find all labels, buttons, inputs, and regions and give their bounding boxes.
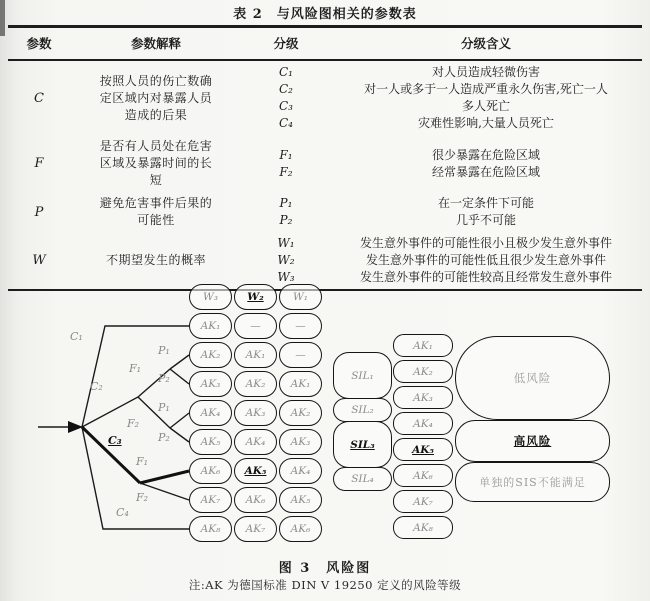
flow-arrow-head [68,421,83,433]
ak-scale-column [393,334,453,539]
grid-cell-selected: AK₅ [234,458,277,484]
tree-label-c3-selected: C₃ [108,434,122,447]
w-column-header-selected: W₂ [234,284,277,310]
grade-meaning: 对人员造成轻微伤害 [431,65,540,79]
grade-meaning: 经常暴露在危险区域 [431,164,540,179]
ak-scale-box: AK₈ [393,516,453,539]
grid-cell: AK₂ [279,400,322,426]
sil-box: SIL₁ [333,352,392,399]
tree-label-p2: P₂ [158,431,170,444]
sil-box: SIL₂ [333,398,392,422]
grade-level: W₂ [277,253,295,267]
grid-cell: AK₃ [189,371,232,397]
grade-meaning: 发生意外事件的可能性较高且经常发生意外事件 [359,270,612,284]
param-symbol: P [34,204,44,220]
region-low-risk: 低风险 [455,336,610,420]
param-symbol: W [32,253,46,268]
grade-meaning: 发生意外事件的可能性低且很少发生意外事件 [365,253,606,267]
grid-cell: AK₃ [234,400,277,426]
grid-cell: AK₂ [234,371,277,397]
grade-level: W₁ [277,236,295,250]
tree-label-p1: P₁ [158,401,170,414]
tree-label-f2: F₂ [136,491,149,504]
param-explanation: 是否有人员处在危害区域及暴露时间的长短 [99,139,213,187]
grade-level: C₁ [279,65,293,79]
param-explanation: 不期望发生的概率 [105,253,206,267]
col-header-grade: 分级 [273,36,299,51]
grade-meaning: 很少暴露在危险区域 [431,147,540,162]
grid-cell: — [279,313,322,339]
tree-label-c4: C₄ [116,506,129,519]
grid-cell: AK₅ [189,429,232,455]
col-header-meaning: 分级含义 [460,36,511,51]
grade-level: W₃ [277,270,295,284]
table-title: 表 2 与风险图相关的参数表 [233,7,417,22]
figure-note: 注:AK 为德国标准 DIN V 19250 定义的风险等级 [188,578,462,592]
grade-meaning: 灾难性影响,大量人员死亡 [418,116,554,130]
figure-caption: 图 3 风险图 [278,561,372,576]
sil-box: SIL₄ [333,467,392,491]
ak-scale-box-selected: AK₅ [393,438,453,461]
grid-cell: AK₂ [189,342,232,368]
param-symbol: C [34,90,44,106]
grade-meaning: 发生意外事件的可能性很小且极少发生意外事件 [359,236,612,250]
param-symbol: F [34,156,44,171]
grid-cell: AK₇ [234,516,277,542]
grid-cell: AK₆ [234,487,277,513]
grid-cell: AK₆ [279,516,322,542]
region-high-risk-selected: 高风险 [455,420,610,462]
grade-meaning: 在一定条件下可能 [437,196,534,210]
param-explanation: 按照人员的伤亡数确定区域内对暴露人员造成的后果 [99,73,213,122]
ak-scale-box: AK₆ [393,464,453,487]
grid-cell: — [279,342,322,368]
tree-label-c1: C₁ [70,330,83,343]
grade-level: C₂ [279,82,293,96]
grade-level: C₄ [279,116,293,130]
tree-label-f1: F₁ [136,455,149,468]
grade-level: F₂ [279,164,293,179]
ak-scale-box: AK₇ [393,490,453,513]
grid-cell: AK₆ [189,458,232,484]
grade-level: C₃ [279,99,293,113]
grid-cell: AK₃ [279,429,322,455]
tree-label-p1: P₁ [158,344,170,357]
tree-label-p2: P₂ [158,372,170,385]
sil-box-selected: SIL₃ [333,421,392,468]
ak-scale-box: AK₂ [393,360,453,383]
col-header-param: 参数 [26,36,52,51]
tree-label-c2: C₂ [90,380,103,393]
w-column-header: W₃ [189,284,232,310]
tree-label-f1: F₁ [129,362,142,375]
grid-cell: AK₄ [279,458,322,484]
region-sis-insufficient: 单独的SIS不能满足 [455,462,610,502]
risk-class-grid [189,284,322,542]
grid-cell: AK₁ [189,313,232,339]
param-explanation: 避免危害事件后果的可能性 [99,196,213,227]
tree-label-f2: F₂ [127,417,140,430]
grid-cell: AK₁ [234,342,277,368]
grid-cell: AK₅ [279,487,322,513]
grid-cell: AK₁ [279,371,322,397]
grid-cell: AK₇ [189,487,232,513]
ak-scale-box: AK₁ [393,334,453,357]
ak-scale-box: AK₄ [393,412,453,435]
grade-level: P₁ [279,196,293,210]
grid-cell: AK₈ [189,516,232,542]
grade-meaning: 对一人或多于一人造成严重永久伤害,死亡一人 [364,82,608,96]
ak-scale-box: AK₃ [393,386,453,409]
grade-level: P₂ [279,213,293,227]
grid-cell: AK₄ [189,400,232,426]
grade-level: F₁ [279,147,293,162]
col-header-explanation: 参数解释 [130,36,181,51]
grade-meaning: 多人死亡 [461,99,510,113]
grade-meaning: 几乎不可能 [455,213,516,227]
w-column-header: W₁ [279,284,322,310]
grid-cell: AK₄ [234,429,277,455]
grid-cell: — [234,313,277,339]
